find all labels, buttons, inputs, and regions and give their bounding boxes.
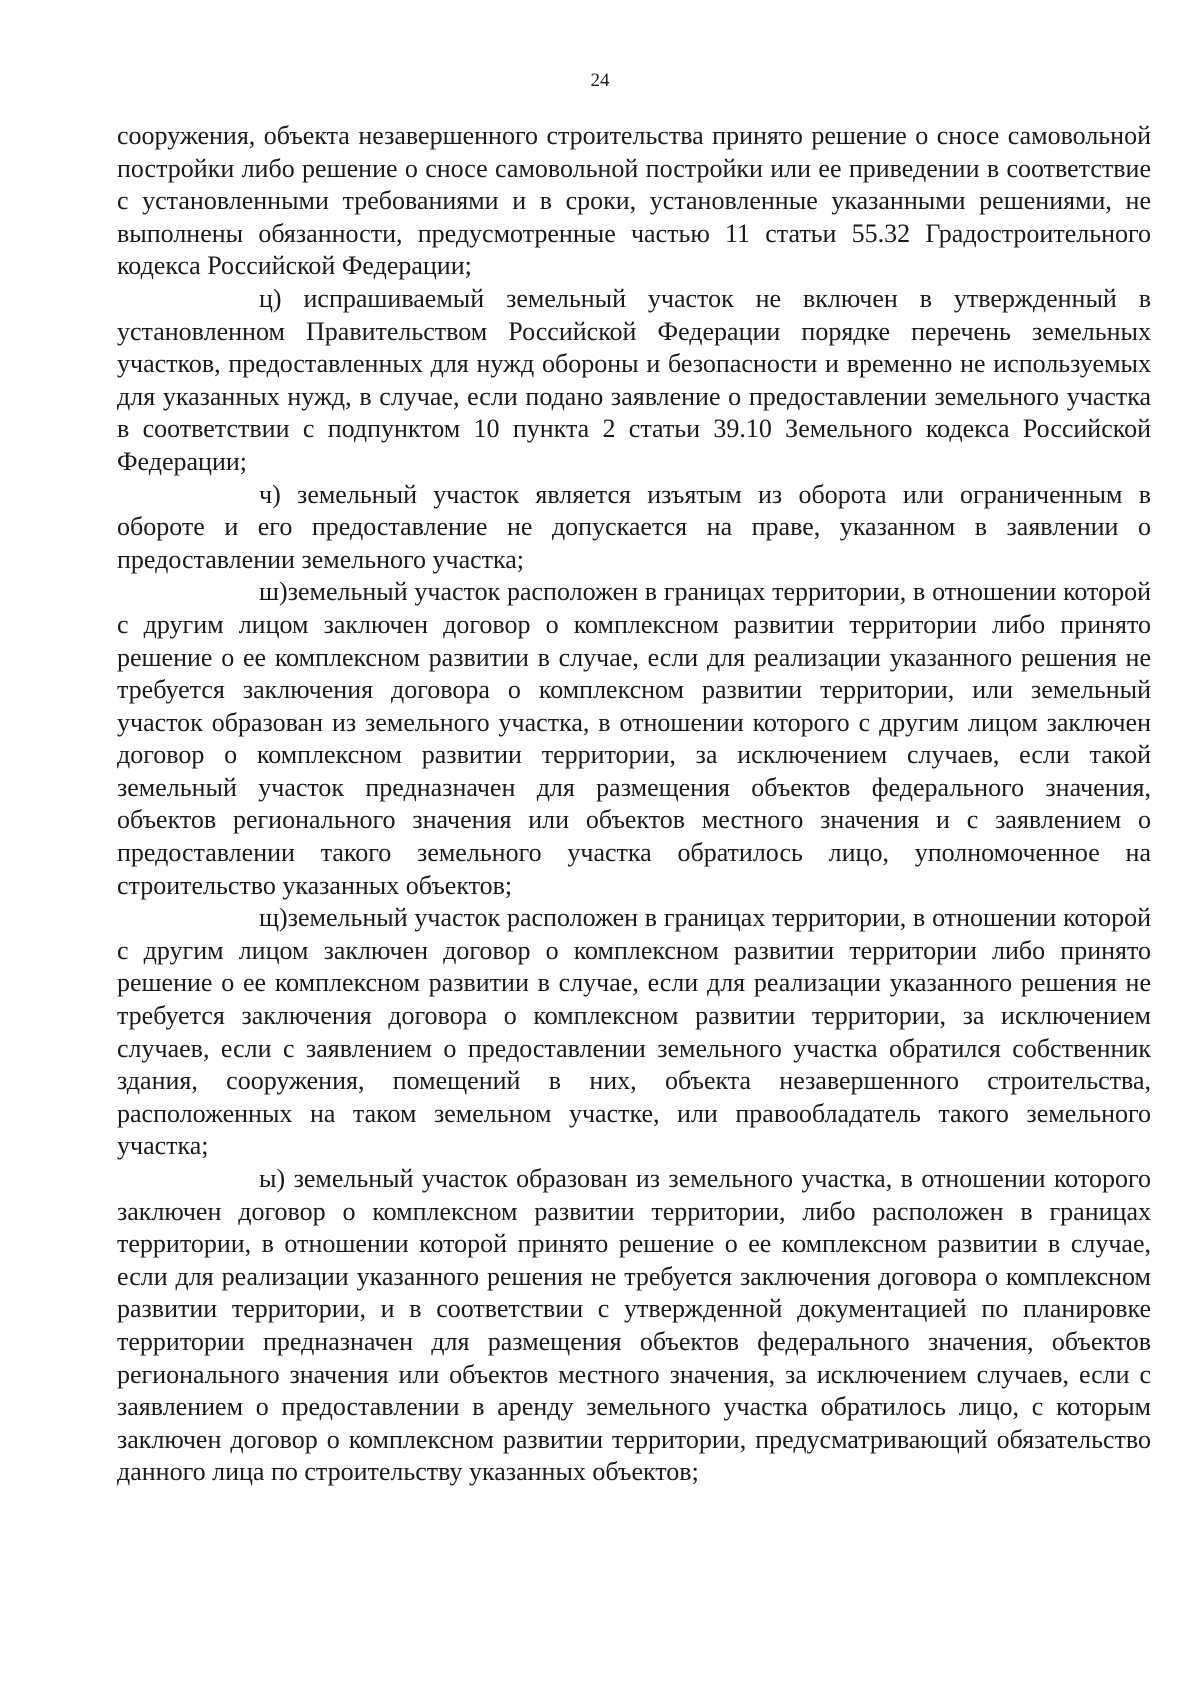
list-item-shch	[117, 902, 1151, 1163]
list-item-marker: ш)	[259, 577, 288, 607]
list-item-text: земельный участок расположен в границах территории, в отношении которой с другим лицом заключен договор о комплексном развитии территории либо принято решение о ее комплексном развитии в случае, если для реализации указанного решения не требуется заключения договора о комплексном развитии территории, за исключением случаев, если с заявлением о предоставлении земельного участка обратился собственник здания, сооружения, помещений в них, объекта незавершенного строительства, расположенных на таком земельном участке, или правообладатель такого земельного участка;	[117, 903, 1151, 1161]
page-number: 24	[590, 70, 610, 91]
list-item-marker: ч)	[259, 479, 281, 509]
list-item-text: земельный участок образован из земельного участка, в отношении которого заключен договор о комплексном развитии территории, либо расположен в границах территории, в отношении которой принято решение о ее комплексном развитии в случае, если для реализации указанного решения не требуется заключения договора о комплексном развитии территории, и в соответствии с утвержденной документацией по планировке территории предназначен для размещения объектов федерального значения, объектов регионального значения или объектов местного значения, за исключением случаев, если с заявлением о предоставлении в аренду земельного участка обратилось лицо, с которым заключен договор о комплексном развитии территории, предусматривающий обязательство данного лица по строительству указанных объектов;	[117, 1164, 1151, 1487]
list-item-ch	[117, 479, 1151, 577]
list-item-marker: щ)	[259, 903, 288, 933]
paragraph-text: сооружения, объекта незавершенного строительства принято решение о сносе самовольной постройки либо решение о сносе самовольной постройки или ее приведении в соответствие с установленными требованиями и в сроки, установленные указанными решениями, не выполнены обязанности, предусмотренные частью 11 статьи 55.32 Градостроительного кодекса Российской Федерации;	[117, 121, 1151, 281]
list-item-y	[117, 1163, 1151, 1489]
list-item-text: испрашиваемый земельный участок не включен в утвержденный в установленном Правительством Российской Федерации порядке перечень земельных участков, предоставленных для нужд обороны и безопасности и временно не используемых для указанных нужд, в случае, если подано заявление о предоставлении земельного участка в соответствии с подпунктом 10 пункта 2 статьи 39.10 Земельного кодекса Российской Федерации;	[117, 283, 1152, 476]
list-item-marker: ы)	[259, 1164, 286, 1193]
list-item-text: земельный участок расположен в границах территории, в отношении которой с другим лицом заключен договор о комплексном развитии территории либо принято решение о ее комплексном развитии в случае, если для реализации указанного решения не требуется заключения договора о комплексном развитии территории, или земельный участок образован из земельного участка, в отношении которого с другим лицом заключен договор о комплексном развитии территории, за исключением случаев, если такой земельный участок предназначен для размещения объектов федерального значения, объектов регионального значения или объектов местного значения и с заявлением о предоставлении такого земельного участка обратилось лицо, уполномоченное на строительство указанных объектов;	[117, 577, 1151, 900]
list-item-ts	[117, 283, 1151, 479]
list-item-sh	[117, 576, 1151, 902]
list-item-text: земельный участок является изъятым из оборота или ограниченным в обороте и его предоставление не допускается на праве, указанном в заявлении о предоставлении земельного участка;	[117, 479, 1151, 574]
paragraph-continuation	[117, 120, 1151, 283]
document-body	[117, 120, 1151, 1489]
list-item-marker: ц)	[259, 283, 282, 313]
